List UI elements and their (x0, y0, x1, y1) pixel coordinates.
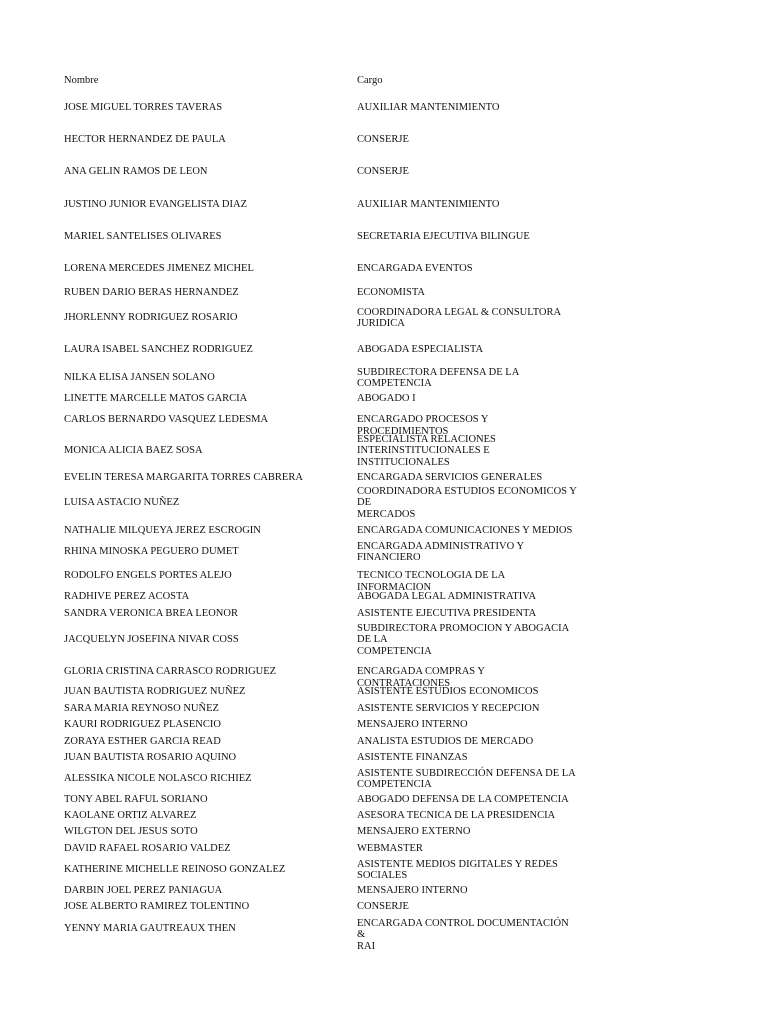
employee-name: HECTOR HERNANDEZ DE PAULA (64, 134, 226, 146)
employee-cargo: ENCARGADA COMUNICACIONES Y MEDIOS (357, 525, 573, 537)
employee-name: LORENA MERCEDES JIMENEZ MICHEL (64, 263, 254, 275)
employee-name: LUISA ASTACIO NUÑEZ (64, 497, 180, 509)
employee-name: JUAN BAUTISTA ROSARIO AQUINO (64, 752, 237, 764)
employee-cargo: ENCARGADA ADMINISTRATIVO Y FINANCIERO (357, 540, 525, 563)
employee-name: RHINA MINOSKA PEGUERO DUMET (64, 546, 239, 558)
employee-name: JUSTINO JUNIOR EVANGELISTA DIAZ (64, 199, 248, 211)
employee-name: KATHERINE MICHELLE REINOSO GONZALEZ (64, 864, 286, 876)
employee-cargo: COORDINADORA LEGAL & CONSULTORA JURIDICA (357, 306, 562, 329)
employee-name: SANDRA VERONICA BREA LEONOR (64, 608, 238, 620)
employee-cargo: ENCARGADA EVENTOS (357, 263, 473, 275)
employee-cargo: ANALISTA ESTUDIOS DE MERCADO (357, 736, 534, 748)
employee-cargo: AUXILIAR MANTENIMIENTO (357, 199, 500, 211)
employee-cargo: COORDINADORA ESTUDIOS ECONOMICOS Y DE MERCADOS (357, 485, 577, 520)
employee-name: GLORIA CRISTINA CARRASCO RODRIGUEZ (64, 666, 277, 678)
employee-cargo: ESPECIALISTA RELACIONES INTERINSTITUCIONALES E INSTITUCIONALES (357, 433, 496, 468)
employee-name: JOSE MIGUEL TORRES TAVERAS (64, 102, 223, 114)
employee-name: EVELIN TERESA MARGARITA TORRES CABRERA (64, 472, 303, 484)
employee-cargo: CONSERJE (357, 166, 409, 178)
employee-cargo: SUBDIRECTORA DEFENSA DE LA COMPETENCIA (357, 366, 520, 389)
employee-name: SARA MARIA REYNOSO NUÑEZ (64, 703, 219, 715)
employee-name: RADHIVE PEREZ ACOSTA (64, 591, 190, 603)
employee-name: ZORAYA ESTHER GARCIA READ (64, 736, 221, 748)
employee-cargo: ASISTENTE ESTUDIOS ECONOMICOS (357, 686, 539, 698)
column-header-cargo: Cargo (357, 75, 383, 86)
employee-name: ALESSIKA NICOLE NOLASCO RICHIEZ (64, 773, 252, 785)
employee-cargo: CONSERJE (357, 134, 409, 146)
employee-name: NATHALIE MILQUEYA JEREZ ESCROGIN (64, 525, 261, 537)
employee-cargo: MENSAJERO INTERNO (357, 719, 468, 731)
employee-name: NILKA ELISA JANSEN SOLANO (64, 372, 215, 384)
employee-cargo: ECONOMISTA (357, 287, 425, 299)
column-header-nombre: Nombre (64, 75, 99, 86)
employee-cargo: MENSAJERO INTERNO (357, 885, 468, 897)
employee-cargo: WEBMASTER (357, 843, 423, 855)
employee-cargo: ASISTENTE SUBDIRECCIÓN DEFENSA DE LA COMPETENCIA (357, 767, 576, 790)
employee-cargo: ABOGADA LEGAL ADMINISTRATIVA (357, 591, 537, 603)
employee-name: JOSE ALBERTO RAMIREZ TOLENTINO (64, 901, 250, 913)
employee-name: CARLOS BERNARDO VASQUEZ LEDESMA (64, 414, 269, 426)
employee-name: KAURI RODRIGUEZ PLASENCIO (64, 719, 221, 731)
employee-cargo: SECRETARIA EJECUTIVA BILINGUE (357, 231, 530, 243)
employee-cargo: AUXILIAR MANTENIMIENTO (357, 102, 500, 114)
employee-cargo: ASISTENTE MEDIOS DIGITALES Y REDES SOCIALES (357, 858, 558, 881)
employee-cargo: ABOGADO I (357, 393, 416, 405)
employee-name: JUAN BAUTISTA RODRIGUEZ NUÑEZ (64, 686, 246, 698)
employee-cargo: ABOGADA ESPECIALISTA (357, 344, 484, 356)
employee-name: JACQUELYN JOSEFINA NIVAR COSS (64, 634, 239, 646)
employee-name: LINETTE MARCELLE MATOS GARCIA (64, 393, 248, 405)
employee-name: LAURA ISABEL SANCHEZ RODRIGUEZ (64, 344, 253, 356)
employee-cargo: TECNICO TECNOLOGIA DE LA INFORMACION (357, 570, 505, 593)
employee-name: YENNY MARIA GAUTREAUX THEN (64, 923, 236, 935)
employee-name: RUBEN DARIO BERAS HERNANDEZ (64, 287, 239, 299)
employee-name: WILGTON DEL JESUS SOTO (64, 826, 198, 838)
employee-cargo: ASISTENTE SERVICIOS Y RECEPCION (357, 703, 540, 715)
employee-cargo: ASISTENTE FINANZAS (357, 752, 468, 764)
employee-cargo: ENCARGADA COMPRAS Y CONTRATACIONES (357, 666, 485, 689)
employee-name: JHORLENNY RODRIGUEZ ROSARIO (64, 312, 238, 324)
employee-name: MARIEL SANTELISES OLIVARES (64, 231, 222, 243)
employee-cargo: MENSAJERO EXTERNO (357, 826, 471, 838)
employee-cargo: ASESORA TECNICA DE LA PRESIDENCIA (357, 810, 556, 822)
employee-cargo: ENCARGADA CONTROL DOCUMENTACIÓN & RAI (357, 917, 569, 952)
employee-name: RODOLFO ENGELS PORTES ALEJO (64, 570, 232, 582)
employee-name: TONY ABEL RAFUL SORIANO (64, 794, 208, 806)
employee-cargo: ENCARGADO PROCESOS Y PROCEDIMIENTOS (357, 414, 489, 437)
employee-name: DARBIN JOEL PEREZ PANIAGUA (64, 885, 223, 897)
employee-name: KAOLANE ORTIZ ALVAREZ (64, 810, 197, 822)
employee-cargo: SUBDIRECTORA PROMOCION Y ABOGACIA DE LA COMPETENCIA (357, 622, 570, 657)
employee-cargo: ASISTENTE EJECUTIVA PRESIDENTA (357, 608, 537, 620)
employee-cargo: ENCARGADA SERVICIOS GENERALES (357, 472, 543, 484)
employee-name: DAVID RAFAEL ROSARIO VALDEZ (64, 843, 231, 855)
employee-cargo: CONSERJE (357, 901, 409, 913)
employee-name: MONICA ALICIA BAEZ SOSA (64, 445, 203, 457)
employee-name: ANA GELIN RAMOS DE LEON (64, 166, 208, 178)
employee-cargo: ABOGADO DEFENSA DE LA COMPETENCIA (357, 794, 569, 806)
